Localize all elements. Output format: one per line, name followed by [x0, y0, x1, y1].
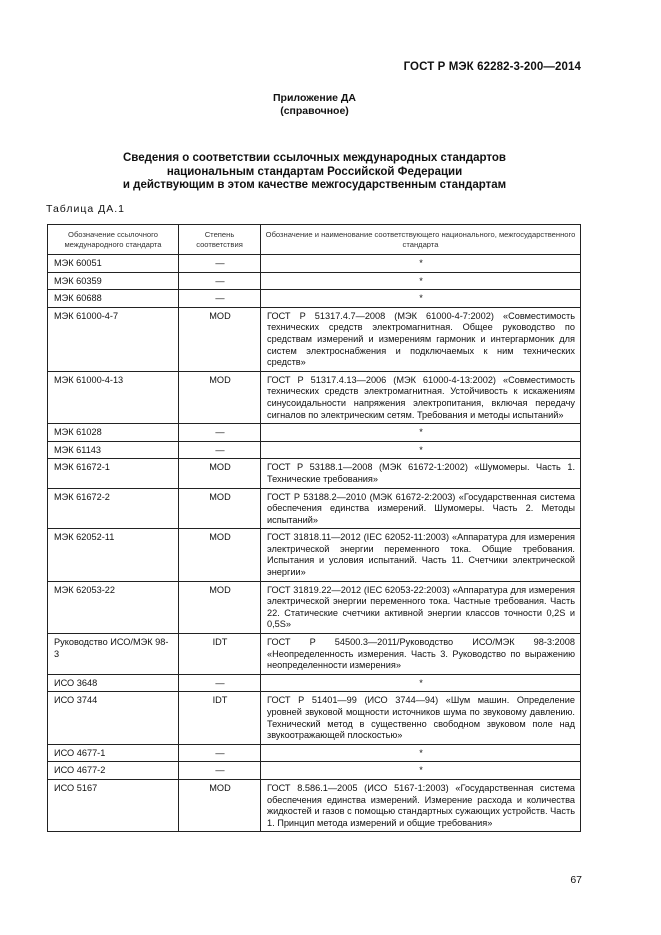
table-row [48, 459, 581, 488]
reference-cell: МЭК 61143 [48, 441, 179, 459]
national-standard-cell: ГОСТ Р 53188.2—2010 (МЭК 61672-2:2003) «Государственная система обеспечения единства измерений. Шумомеры. Часть 2. Методы испытаний» [261, 488, 581, 529]
appendix-title: Приложение ДА [273, 92, 356, 104]
table-row [48, 634, 581, 675]
degree-cell: — [179, 744, 261, 762]
table-row [48, 424, 581, 442]
reference-cell: МЭК 60051 [48, 255, 179, 273]
national-standard-cell: ГОСТ Р 51317.4.7—2008 (МЭК 61000-4-7:2002) «Совместимость технических средств электромагнитная. Общее руководство по средствам измерений и измерениям гармоник и интергармоник для систем электроснабжения и подключаемых к ним технических средств» [261, 307, 581, 371]
national-standard-cell: * [261, 272, 581, 290]
national-standard-cell: * [261, 744, 581, 762]
table-row [48, 255, 581, 273]
table-body [48, 255, 581, 832]
table-row [48, 307, 581, 371]
national-standard-cell: * [261, 290, 581, 308]
column-header-degree: Степень соответствия [179, 225, 261, 255]
table-row [48, 744, 581, 762]
reference-cell: МЭК 61672-1 [48, 459, 179, 488]
column-header-reference: Обозначение ссылочного международного стандарта [48, 225, 179, 255]
reference-cell: МЭК 62052-11 [48, 529, 179, 581]
table-row [48, 290, 581, 308]
national-standard-cell: ГОСТ Р 51317.4.13—2006 (МЭК 61000-4-13:2002) «Совместимость технических средств электромагнитная. Устойчивость к искажениям синусоидальности напряжения электропитания, включая передачу сигналов по электрическим сетям. Требования и методы испытаний» [261, 371, 581, 423]
reference-cell: ИСО 3744 [48, 692, 179, 744]
national-standard-cell: ГОСТ 31818.11—2012 (IEC 62052-11:2003) «Аппаратура для измерения электрической энергии переменного тока. Общие требования. Испытания и условия испытаний. Часть 11. Счетчики электрической энергии» [261, 529, 581, 581]
national-standard-cell: ГОСТ 8.586.1—2005 (ИСО 5167-1:2003) «Государственная система обеспечения единства измерений. Измерение расхода и количества жидкостей и газов с помощью стандартных сужающих устройств. Часть 1. Принцип метода измерений и общие требования» [261, 779, 581, 831]
degree-cell: — [179, 272, 261, 290]
national-standard-cell: ГОСТ 31819.22—2012 (IEC 62053-22:2003) «Аппаратура для измерения электрической энергии переменного тока. Частные требования. Часть 22. Статические счетчики активной энергии классов точности 0,2S и 0,5S» [261, 581, 581, 633]
reference-cell: ИСО 5167 [48, 779, 179, 831]
table-row [48, 371, 581, 423]
reference-cell: МЭК 60359 [48, 272, 179, 290]
table-row [48, 779, 581, 831]
national-standard-cell: * [261, 255, 581, 273]
reference-cell: МЭК 61672-2 [48, 488, 179, 529]
degree-cell: MOD [179, 488, 261, 529]
degree-cell: IDT [179, 634, 261, 675]
reference-cell: МЭК 61028 [48, 424, 179, 442]
table-row [48, 674, 581, 692]
reference-cell: ИСО 3648 [48, 674, 179, 692]
table-row [48, 581, 581, 633]
table-row [48, 762, 581, 780]
national-standard-cell: * [261, 424, 581, 442]
table-row [48, 441, 581, 459]
reference-cell: ИСО 4677-2 [48, 762, 179, 780]
national-standard-cell: ГОСТ Р 53188.1—2008 (МЭК 61672-1:2002) «Шумомеры. Часть 1. Технические требования» [261, 459, 581, 488]
degree-cell: — [179, 255, 261, 273]
table-caption: Таблица ДА.1 [46, 203, 125, 215]
national-standard-cell: * [261, 762, 581, 780]
section-title-line: Сведения о соответствии ссылочных международных стандартов [122, 152, 506, 164]
table-row [48, 529, 581, 581]
reference-cell: ИСО 4677-1 [48, 744, 179, 762]
table-row [48, 692, 581, 744]
reference-cell: МЭК 61000-4-7 [48, 307, 179, 371]
section-title-line: национальным стандартам Российской Федерации [166, 165, 463, 178]
reference-cell: Руководство ИСО/МЭК 98-3 [48, 634, 179, 675]
degree-cell: MOD [179, 779, 261, 831]
national-standard-cell: * [261, 441, 581, 459]
degree-cell: MOD [179, 581, 261, 633]
degree-cell: — [179, 762, 261, 780]
degree-cell: — [179, 424, 261, 442]
table-row [48, 272, 581, 290]
table-header-row [48, 225, 581, 255]
section-title-line: и действующим в этом качестве межгосударственным стандартам [122, 179, 507, 191]
national-standard-cell: * [261, 674, 581, 692]
national-standard-cell: ГОСТ Р 51401—99 (ИСО 3744—94) «Шум машин. Определение уровней звуковой мощности источников шума по звуковому давлению. Технический метод в существенно свободном звуковом поле над звукоотражающей плоскостью» [261, 692, 581, 744]
correspondence-table [47, 224, 581, 832]
appendix-subtitle: (справочное) [280, 105, 349, 117]
page-number: 67 [570, 874, 582, 886]
degree-cell: IDT [179, 692, 261, 744]
degree-cell: MOD [179, 371, 261, 423]
section-title [0, 152, 629, 193]
degree-cell: — [179, 290, 261, 308]
national-standard-cell: ГОСТ Р 54500.3—2011/Руководство ИСО/МЭК 98-3:2008 «Неопределенность измерения. Часть 3. Руководство по выражению неопределенности измерения» [261, 634, 581, 675]
degree-cell: MOD [179, 459, 261, 488]
reference-cell: МЭК 61000-4-13 [48, 371, 179, 423]
degree-cell: — [179, 674, 261, 692]
degree-cell: MOD [179, 307, 261, 371]
degree-cell: MOD [179, 529, 261, 581]
column-header-national: Обозначение и наименование соответствующего национального, межгосударственного стандарта [261, 225, 581, 255]
document-code: ГОСТ Р МЭК 62282-3-200—2014 [403, 61, 581, 73]
reference-cell: МЭК 60688 [48, 290, 179, 308]
table-row [48, 488, 581, 529]
reference-cell: МЭК 62053-22 [48, 581, 179, 633]
degree-cell: — [179, 441, 261, 459]
